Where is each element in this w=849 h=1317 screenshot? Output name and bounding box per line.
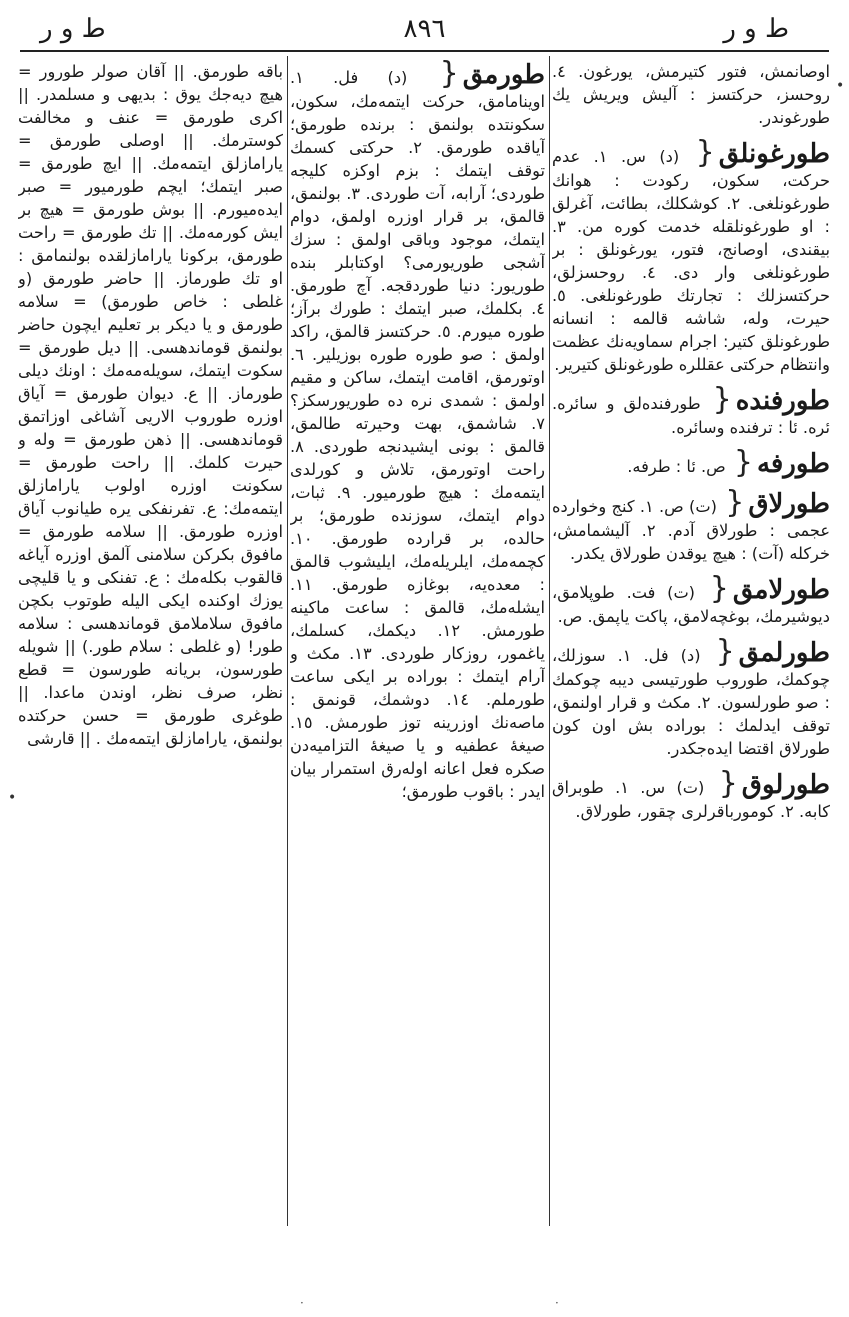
brace-mark: {	[712, 382, 732, 417]
column-middle	[290, 60, 545, 1230]
dictionary-entry	[290, 60, 545, 803]
brace-mark: {	[695, 135, 715, 170]
entry-text: (ت) فت. طوپلامق، دیوشیرمك، بوغچه‌لامق، پاکت یاپمق. ص.	[552, 583, 830, 626]
entry-continuation	[552, 60, 830, 129]
entry-text: (د) فل. ١. سوزلك، چوکمك، طوروب طورتیسی دیبه چوکمك : صو طورلسون. ٢. مکث و قرار اولنمق، توقف ایدلمك : بوراده بش اون کون طورلاق اقتضا ایده‌جکدر.	[552, 646, 830, 758]
page-number: ۸۹٦	[403, 14, 446, 44]
dictionary-entry	[552, 445, 830, 480]
headword: طورلوق	[741, 770, 830, 800]
column-left	[18, 60, 283, 1230]
dictionary-entry	[552, 135, 830, 376]
page-header	[0, 0, 849, 48]
column-divider-left	[287, 56, 288, 1226]
brace-mark: {	[439, 60, 459, 91]
scan-speck: ·	[555, 1296, 559, 1310]
headword: طورفنده	[735, 386, 830, 416]
brace-mark: {	[725, 485, 745, 520]
brace-mark: {	[733, 445, 753, 480]
dictionary-entry	[552, 382, 830, 439]
headword: طورلامق	[732, 575, 830, 605]
dictionary-entry	[552, 766, 830, 823]
headword: طورلاق	[748, 489, 830, 519]
entry-text: اوصانمش، فتور کتیرمش، یورغون. ٤. روحسز، حرکتسز : آلیش ویریش یك طورغوندر.	[552, 62, 830, 127]
column-right	[552, 60, 830, 1230]
brace-mark: {	[709, 571, 729, 606]
dictionary-entry	[552, 485, 830, 565]
dictionary-entry	[552, 634, 830, 760]
brace-mark: {	[718, 766, 738, 801]
dictionary-entry	[552, 571, 830, 628]
running-head-right: ط و ر	[723, 14, 789, 44]
margin-mark: •	[8, 790, 17, 806]
entry-text: طورفنده‌لق و سائره. ئره. ئا : ترفنده وسائره.	[552, 394, 830, 437]
headword: طورلمق	[738, 638, 830, 668]
entry-text: (د) فل. ١. اوینامامق، حرکت ایتمه‌مك، سکون، سکونتده بولنمق : برنده طورمق؛ آیاقده طورمق. ٢. حرکتی کسمك توقف ایتمك : بزم اوکزه کلیجه طوردی؛ آرابه، آت طوردی. ٣. بولنمق، قالمق، بر قرار اوزره اولمق، دوام ایتمك، موجود وباقی اولمق : سزك آشجی طوریورمی؟ اوکتابلر بنده طوریور: دنیا طوردقجه. آچ طورمق. ٤. بکلمك، صبر ایتمك : طورك برآز؛ طوره میورم. ٥. حرکتسز قالمق، راکد اولمق : صو طوره طوره بوزیلیر. ٦. اوتورمق، اقامت ایتمك، ساکن و مقیم اولمق : شمدی نره ده طوریورسکز؟ ٧. شاشمق، بهت وحیرته طالمق، قالمق : بونی ایشیدنجه طوردی. ٨. راحت اوتورمق، تلاش و کورلدی ایتمه‌مك : هیچ طورمیور. ٩. ثبات، دوام ایتمك، سوزنده طورمق؛ بر حالده، بر قرارده طورمق. ١٠. کچمه‌مك، ایلریله‌مك، ایلیشوب قالمق : معده‌یه، بوغازه طورمق. ١١. ایشله‌مك، قالمق : ساعت ماکینه طورمش. ١٢. دیکمك، کسلمك، یاغمور، روزکار طوردی. ١٣. مکث و آرام ایتمك : بوراده بر ایکی ساعت طورملم. ١٤. دوشمك، قونمق : ماصه‌نك اوزرینه توز طورمش. ١٥. صیغهٔ عطفیه و یا صیغهٔ التزامیه‌دن صکره فعل اعانه اوله‌رق استمرار بیان ایدر : باقوب طورمق؛	[290, 68, 545, 801]
header-rule	[20, 50, 829, 52]
brace-mark: {	[715, 634, 735, 669]
column-divider-right	[549, 56, 550, 1226]
margin-mark: •	[836, 78, 845, 94]
entry-text: باقه طورمق. || آقان صولر طورور = هیچ دیه‌جك یوق : بدیهی و مسلمدر. || اکری طورمق = عنف و مخالفت کوسترمك. || اوصلی طورمق = یارامازلق ایتمه‌مك. || ایچ طورمق = صبر ایتمك؛ ایچم طورمیور = صبر ایده‌میورم. || بوش طورمق = هیچ بر ایش کورمه‌مك. || تك طورمق = راحت طورمق، برکونا یارامازلقده بولنمامق : او تك طورماز. || حاضر طورمق (و غلطی : خاص طورمق) = سلامه طورمق و یا دیکر بر تعلیم ایچون حاضر بولنمق قوماندهسی. || دیل طورمق = سکوت ایتمك، سویله‌مه‌مك : اونك دیلی طورماز. || ع. دیوان طورمق = آیاق اوزره طوروب الاریی آشاغی اوزاتمق قوماندهسی. || ذهن طورمق = وله و حیرت کلمك. || راحت طورمق = سکونت اوزره اولوب یارامازلق ایتمه‌مك: ع. تفرنفکی یره طیانوب آیاق اوزره طورمق. || سلامه طورمق = مافوق بکرکن سلامنی آلمق اوزره آیاغه قالقوب بکله‌مك : ع. تفنکی و یا قلیچی یوزك اوکنده ایکی الیله طوتوب بکچن مافوق سلاملامق قوماندهسی : سلامه طور! (و غلطی : سلام طور.) || شویله طورسون، بریانه طورسون = قطع نظر، صرف نظر، اوندن ماعدا. || طوغری طورمق = حسن حرکتده بولنمق، یارامازلق ایتمه‌مك . || قارشی	[18, 62, 283, 748]
headword: طورمق	[462, 60, 545, 90]
headword: طورغونلق	[718, 139, 830, 169]
headword: طورفه	[756, 449, 830, 479]
entry-text: (ت) س. ١. طوبراق کابه. ٢. کومورباقرلری چقور، طورلاق.	[552, 778, 830, 821]
entry-text: (ت) ص. ١. کنج وخوارده عجمی : طورلاق آدم. ٢. آلیشمامش، خرکله (آت) : هیچ یوقدن طورلاق یکدر.	[552, 497, 830, 563]
entry-continuation	[18, 60, 283, 750]
scan-speck: ·	[300, 1296, 304, 1310]
running-head-left: ط و ر	[40, 14, 106, 44]
entry-text: (د) س. ١. عدم حرکت، سکون، رکودت : هوانك طورغونلغی. ٢. کوشکلك، بطائت، آغرلق : او طورغونلقله خدمت کوره من. ٣. بیقندی، اوصانج، فتور، یورغونلق : بر طورغونلغی وار دی. ٤. روحسزلق، حرکتسزلك : تجارتك طورغونلغی. ٥. حیرت، وله، شاشه قالمه : انسانه طورغونلق کتیر: اجرام سماویه‌نك عظمت وانتظام حرکتی عقللره طورغونلق کتیریر.	[552, 147, 830, 374]
entry-text: ص. ئا : طرفه.	[627, 457, 726, 476]
